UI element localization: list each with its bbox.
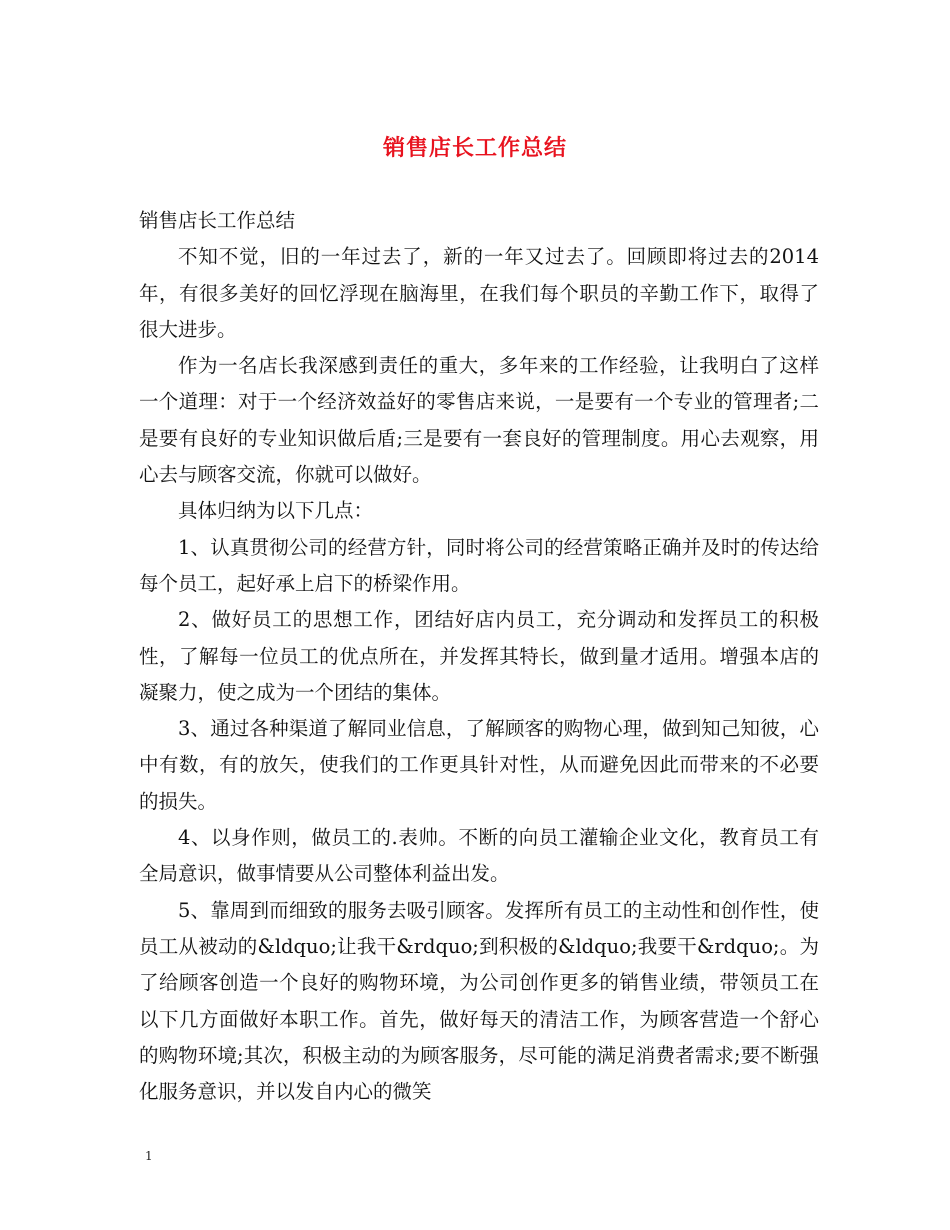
document-title: 销售店长工作总结 [382, 135, 567, 161]
document-body [139, 203, 819, 1110]
body-heading: 销售店长工作总结 [139, 209, 296, 232]
paragraph-point-3: 3、通过各种渠道了解同业信息，了解顾客的购物心理，做到知己知彼，心中有数，有的放矢，使我们的工作更具针对性，从而避免因此而带来的不必要的损失。 [139, 717, 819, 813]
page-number: 1 [145, 1149, 153, 1163]
paragraph-point-1: 1、认真贯彻公司的经营方针，同时将公司的经营策略正确并及时的传达给每个员工，起好承上启下的桥梁作用。 [139, 535, 819, 595]
paragraph-point-5: 5、靠周到而细致的服务去吸引顾客。发挥所有员工的主动性和创作性，使员工从被动的&ldquo;让我干&rdquo;到积极的&ldquo;我要干&rdquo;。为了给顾客创造一个良好的购物环境，为公司创作更多的销售业绩，带领员工在以下几方面做好本职工作。首先，做好每天的清洁工作，为顾客营造一个舒心的购物环境;其次，积极主动的为顾客服务，尽可能的满足消费者需求;要不断强化服务意识，并以发自内心的微笑 [139, 898, 819, 1104]
paragraph-summary-lead: 具体归纳为以下几点： [178, 499, 374, 523]
paragraph-intro: 不知不觉，旧的一年过去了，新的一年又过去了。回顾即将过去的2014年，有很多美好的回忆浮现在脑海里，在我们每个职员的辛勤工作下，取得了很大进步。 [139, 245, 819, 341]
paragraph-manager-role: 作为一名店长我深感到责任的重大，多年来的工作经验，让我明白了这样一个道理：对于一个经济效益好的零售店来说，一是要有一个专业的管理者;二是要有良好的专业知识做后盾;三是要有一套良好的管理制度。用心去观察，用心去与顾客交流，你就可以做好。 [139, 354, 819, 487]
paragraph-point-2: 2、做好员工的思想工作，团结好店内员工，充分调动和发挥员工的积极性，了解每一位员工的优点所在，并发挥其特长，做到量才适用。增强本店的凝聚力，使之成为一个团结的集体。 [139, 608, 819, 704]
paragraph-point-4: 4、以身作则，做员工的.表帅。不断的向员工灌输企业文化，教育员工有全局意识，做事情要从公司整体利益出发。 [139, 826, 819, 886]
